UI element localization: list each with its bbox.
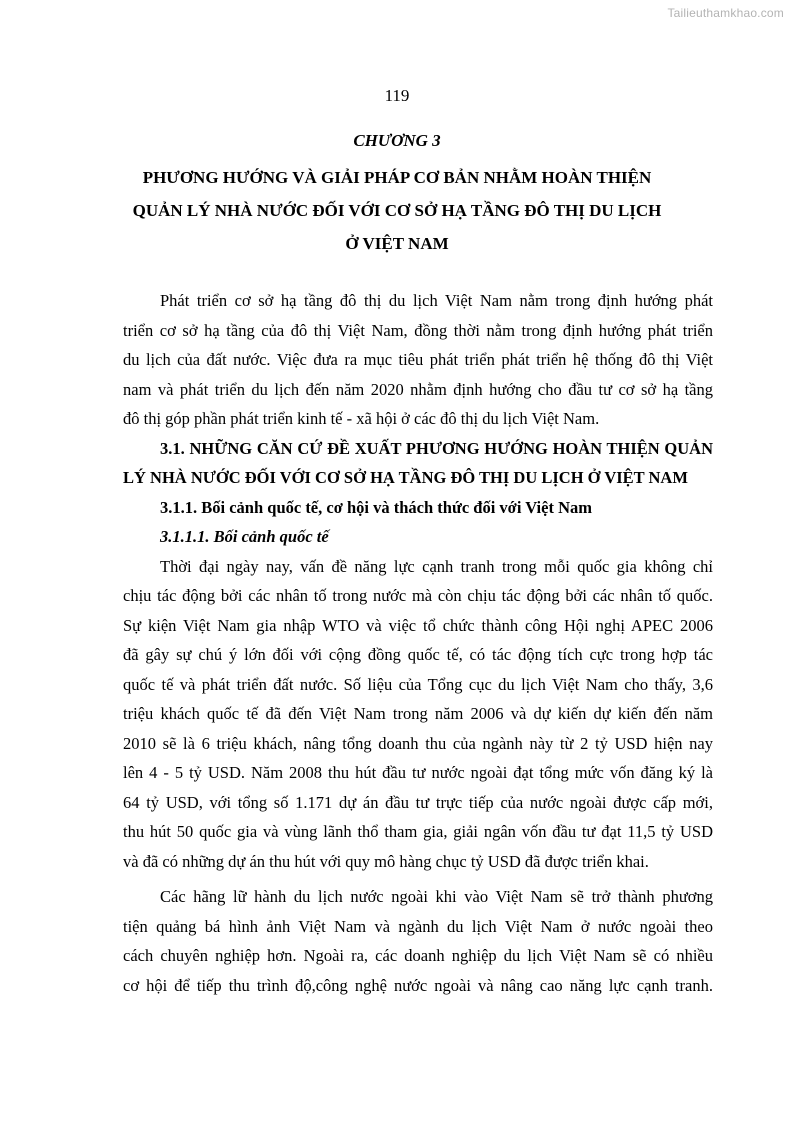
section-heading-line: 3.1. NHỮNG CĂN CỨ ĐỀ XUẤT PHƯƠNG HƯỚNG HOÀN THIỆN QUẢN [160,438,713,458]
paragraph-line: thu hút 50 quốc gia và vùng lãnh thổ tham gia, giải ngân vốn đầu tư đạt 11,5 tỷ USD [123,822,713,841]
subsection-heading-3-1-1: 3.1.1. Bối cảnh quốc tế, cơ hội và thách thức đối với Việt Nam [160,497,592,517]
chapter-title-line: PHƯƠNG HƯỚNG VÀ GIẢI PHÁP CƠ BẢN NHẰM HOÀN THIỆN [142,168,652,187]
paragraph-line: đô thị góp phần phát triển kinh tế - xã hội ở các đô thị du lịch Việt Nam. [123,409,600,428]
section-heading-3-1 [123,434,713,493]
chapter-title [0,161,794,260]
paragraph-line: tiện quảng bá hình ảnh Việt Nam và ngành du lịch Việt Nam ở nước ngoài theo [123,916,713,936]
paragraph-line: đã gây sự chú ý lớn đối với cộng đồng quốc tế, có tác động tích cực trong hợp tác [123,645,713,664]
paragraph-line: Sự kiện Việt Nam gia nhập WTO và việc tổ chức thành công Hội nghị APEC 2006 [123,615,713,635]
paragraph-line: 2010 sẽ là 6 triệu khách, nâng tổng doanh thu của ngành này từ 2 tỷ USD hiện nay [123,733,713,753]
watermark: Tailieuthamkhao.com [667,6,784,20]
page-number: 119 [384,86,410,105]
paragraph-line: triển cơ sở hạ tầng của đô thị Việt Nam, đồng thời nằm trong định hướng phát triển [123,320,713,340]
paragraph-line: quốc tế và phát triển đất nước. Số liệu của Tổng cục du lịch Việt Nam cho thấy, 3,6 [123,674,713,694]
chapter-label: CHƯƠNG 3 [353,131,441,150]
chapter-title-line: QUẢN LÝ NHÀ NƯỚC ĐỐI VỚI CƠ SỞ HẠ TẦNG ĐÔ THỊ DU LỊCH [132,201,662,220]
paragraph-line: và đã có những dự án thu hút với quy mô hàng chục tỷ USD đã được triển khai. [123,851,649,871]
paragraph-international-context [123,552,713,877]
intro-paragraph [123,286,713,434]
paragraph-line: chịu tác động bởi các nhân tố trong nước mà còn chịu tác động bởi các nhân tố quốc. [123,586,713,605]
paragraph-line: cách chuyên nghiệp hơn. Ngoài ra, các doanh nghiệp du lịch Việt Nam sẽ có nhiều [123,946,713,965]
paragraph-line: cơ hội để tiếp thu trình độ,công nghệ nước ngoài và nâng cao năng lực cạnh tranh. [123,975,713,995]
paragraph-line: 64 tỷ USD, với tổng số 1.171 dự án đầu tư trực tiếp của nước ngoài được cấp mới, [123,792,713,812]
document-body [123,286,713,1000]
paragraph-travel-agencies [123,882,713,1000]
paragraph-line: du lịch của đất nước. Việc đưa ra mục tiêu phát triển phát triển hệ thống đô thị Việt [123,350,713,369]
paragraph-line: triệu khách quốc tế đã đến Việt Nam trong năm 2006 và dự kiến dự kiến đến năm [123,704,713,723]
paragraph-line: Phát triển cơ sở hạ tầng đô thị du lịch Việt Nam nằm trong định hướng phát [160,291,713,310]
chapter-title-line: Ở VIỆT NAM [345,234,449,253]
subsection-heading-3-1-1-1: 3.1.1.1. Bối cảnh quốc tế [160,527,329,546]
paragraph-line: Thời đại ngày nay, vấn đề năng lực cạnh tranh trong mỗi quốc gia không chỉ [160,556,713,576]
paragraph-line: nam và phát triển du lịch đến năm 2020 nhằm định hướng cho đầu tư cơ sở hạ tầng [123,379,713,399]
paragraph-line: Các hãng lữ hành du lịch nước ngoài khi vào Việt Nam sẽ trở thành phương [160,887,713,906]
section-heading-line: LÝ NHÀ NƯỚC ĐỐI VỚI CƠ SỞ HẠ TẦNG ĐÔ THỊ DU LỊCH Ở VIỆT NAM [123,468,688,487]
paragraph-line: lên 4 - 5 tỷ USD. Năm 2008 thu hút đầu tư nước ngoài đạt tổng mức vốn đăng ký là [123,763,713,782]
